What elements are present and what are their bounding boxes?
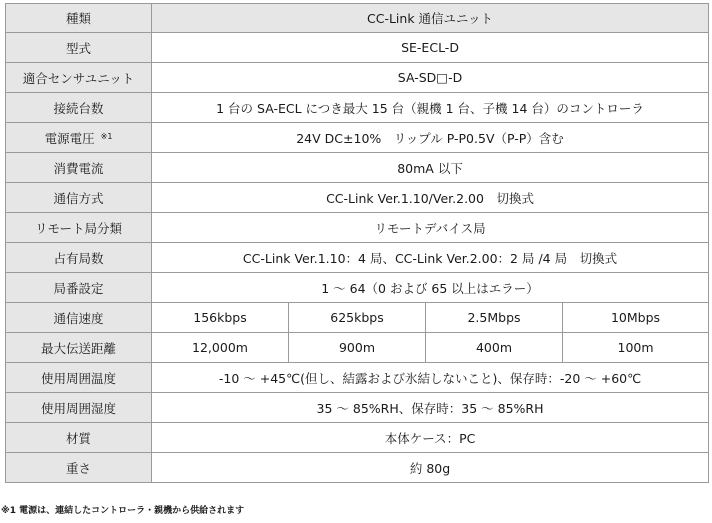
row-value: SA-SD□-D	[152, 63, 709, 93]
row-label: 占有局数	[6, 243, 152, 273]
row-value: 1 ～ 64（0 および 65 以上はエラー）	[152, 273, 709, 303]
table-row	[6, 33, 709, 63]
row-value: リモートデバイス局	[152, 213, 709, 243]
speed-cell: 625kbps	[289, 303, 426, 333]
table-row	[6, 93, 709, 123]
row-value: 約 80g	[152, 453, 709, 483]
row-value: -10 ～ +45℃(但し、結露および氷結しないこと)、保存時：-20 ～ +60℃	[152, 363, 709, 393]
row-label: 使用周囲湿度	[6, 393, 152, 423]
header-value: CC-Link 通信ユニット	[152, 4, 709, 33]
row-value: 24V DC±10% リップル P-P0.5V（P-P）含む	[152, 123, 709, 153]
row-value: 80mA 以下	[152, 153, 709, 183]
distance-label: 最大伝送距離	[6, 333, 152, 363]
row-label: 型式	[6, 33, 152, 63]
speed-row	[6, 303, 709, 333]
row-value: 35 ～ 85%RH、保存時：35 ～ 85%RH	[152, 393, 709, 423]
table-row	[6, 363, 709, 393]
table-row	[6, 153, 709, 183]
distance-row	[6, 333, 709, 363]
row-label: 重さ	[6, 453, 152, 483]
footnote-mark: ※1	[100, 131, 113, 141]
table-row	[6, 183, 709, 213]
table-row	[6, 243, 709, 273]
speed-cell: 156kbps	[152, 303, 289, 333]
footnote: ※1 電源は、連結したコントローラ・親機から供給されます	[1, 506, 245, 516]
row-value: CC-Link Ver.1.10：4 局、CC-Link Ver.2.00：2 局 /4 局 切換式	[152, 243, 709, 273]
distance-cell: 400m	[426, 333, 563, 363]
speed-cell: 10Mbps	[563, 303, 709, 333]
table-row	[6, 123, 709, 153]
row-label: 消費電流	[6, 153, 152, 183]
row-value: CC-Link Ver.1.10/Ver.2.00 切換式	[152, 183, 709, 213]
row-label: 通信方式	[6, 183, 152, 213]
table-row	[6, 273, 709, 303]
row-value: 本体ケース：PC	[152, 423, 709, 453]
row-label-with-note	[6, 123, 152, 153]
row-label: 接続台数	[6, 93, 152, 123]
row-label: 局番設定	[6, 273, 152, 303]
table-row	[6, 393, 709, 423]
table-row	[6, 423, 709, 453]
row-label: 材質	[6, 423, 152, 453]
table-row	[6, 453, 709, 483]
row-label: リモート局分類	[6, 213, 152, 243]
distance-cell: 12,000m	[152, 333, 289, 363]
row-value: 1 台の SA-ECL につき最大 15 台（親機 1 台、子機 14 台）のコントローラ	[152, 93, 709, 123]
table-row	[6, 63, 709, 93]
row-value: SE-ECL-D	[152, 33, 709, 63]
row-label-text: 電源電圧	[44, 130, 95, 146]
spec-table	[5, 3, 709, 483]
table-row	[6, 213, 709, 243]
row-label: 適合センサユニット	[6, 63, 152, 93]
distance-cell: 900m	[289, 333, 426, 363]
speed-label: 通信速度	[6, 303, 152, 333]
row-label: 使用周囲温度	[6, 363, 152, 393]
header-label: 種類	[6, 4, 152, 33]
distance-cell: 100m	[563, 333, 709, 363]
table-header-row	[6, 4, 709, 33]
speed-cell: 2.5Mbps	[426, 303, 563, 333]
